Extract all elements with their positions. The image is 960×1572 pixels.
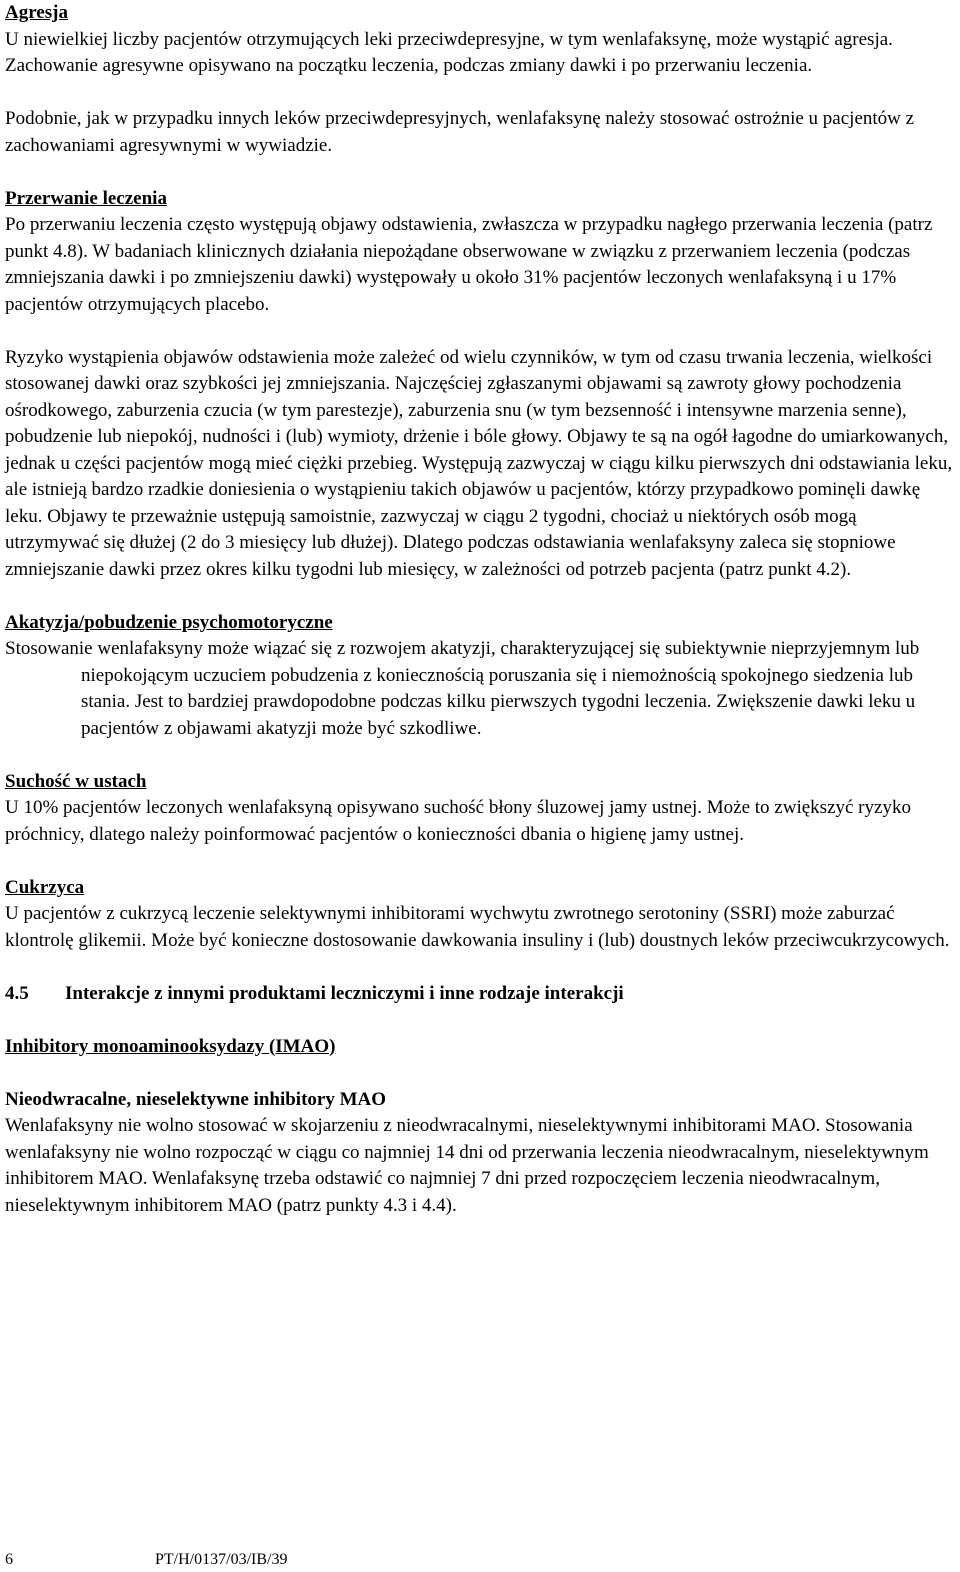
heading-imao: Inhibitory monoaminooksydazy (IMAO) xyxy=(5,1035,336,1057)
section-title: Interakcje z innymi produktami leczniczymi i inne rodzaje interakcji xyxy=(65,982,624,1004)
heading-cukrzyca: Cukrzyca xyxy=(5,876,85,898)
suchosc-paragraph-1: U 10% pacjentów leczonych wenlafaksyną opisywano suchość błony śluzowej jamy ustnej. Może to zwiększyć ryzyko próchnicy, dlatego należy poinformować pacjentów o konieczności dbania o higienę jamy ustnej. xyxy=(5,797,911,845)
document-page xyxy=(5,0,955,1219)
agresja-paragraph-2: Podobnie, jak w przypadku innych leków przeciwdepresyjnych, wenlafaksynę należy stosować ostrożnie u pacjentów z zachowaniami agresywnymi w wywiadzie. xyxy=(5,108,915,156)
cukrzyca-paragraph-1: U pacjentów z cukrzycą leczenie selektywnymi inhibitorami wychwytu zwrotnego serotoniny (SSRI) może zaburzać klontrolę glikemii. Może być konieczne dostosowanie dawkowania insuliny i (lub) doustnych leków przeciwcukrzycowych. xyxy=(5,903,950,951)
document-reference: PT/H/0137/03/IB/39 xyxy=(155,1551,288,1568)
przerwanie-paragraph-2: Ryzyko wystąpienia objawów odstawienia może zależeć od wielu czynników, w tym od czasu trwania leczenia, wielkości stosowanej dawki oraz szybkości jej zmniejszania. Najczęściej zgłaszanymi objawami są zawroty głowy pochodzenia ośrodkowego, zaburzenia czucia (w tym parestezje), zaburzenia snu (w tym bezsenność i intensywne marzenia senne), pobudzenie lub niepokój, nudności i (lub) wymioty, drżenie i bóle głowy. Objawy te są na ogół łagodne do umiarkowanych, jednak u części pacjentów mogą mieć ciężki przebieg. Występują zazwyczaj w ciągu kilku pierwszych dni odstawiania leku, ale istnieją bardzo rzadkie doniesienia o wystąpieniu takich objawów u pacjentów, którzy przypadkowo pominęli dawkę leku. Objawy te przeważnie ustępują samoistnie, zazwyczaj w ciągu 2 tygodni, chociaż u niektórych osób mogą utrzymywać się dłużej (2 do 3 miesięcy lub dłużej). Dlatego podczas odstawiania wenlafaksyny zaleca się stopniowe zmniejszanie dawki przez okres kilku tygodni lub miesięcy, w zależności od potrzeb pacjenta (patrz punkt 4.2). xyxy=(5,346,953,580)
agresja-paragraph-1: U niewielkiej liczby pacjentów otrzymujących leki przeciwdepresyjne, w tym wenlafaksynę, może wystąpić agresja. Zachowanie agresywne opisywano na początku leczenia, podczas zmiany dawki i po przerwaniu leczenia. xyxy=(5,28,893,76)
heading-agresja: Agresja xyxy=(5,2,68,23)
section-number: 4.5 xyxy=(5,982,29,1004)
nieodwracalne-paragraph-1: Wenlafaksyny nie wolno stosować w skojarzeniu z nieodwracalnymi, nieselektywnymi inhibitorami MAO. Stosowania wenlafaksyny nie wolno rozpocząć w ciągu co najmniej 14 dni od przerwania leczenia nieodwracalnym, nieselektywnym inhibitorem MAO. Wenlafaksynę trzeba odstawić co najmniej 7 dni przed rozpoczęciem leczenia nieodwracalnym, nieselektywnym inhibitorem MAO (patrz punkty 4.3 i 4.4). xyxy=(5,1115,929,1216)
section-heading-4-5 xyxy=(5,981,955,1008)
page-number: 6 xyxy=(5,1551,13,1568)
heading-nieodwracalne: Nieodwracalne, nieselektywne inhibitory MAO xyxy=(5,1088,387,1110)
page-footer xyxy=(5,1550,287,1570)
akatyzja-paragraph-1: Stosowanie wenlafaksyny może wiązać się z rozwojem akatyzji, charakteryzującej się subiektywnie nieprzyjemnym lub niepokojącym uczuciem pobudzenia z koniecznością poruszania się i niemożnością spokojnego siedzenia lub stania. Jest to bardziej prawdopodobne podczas kilku pierwszych tygodni leczenia. Zwiększenie dawki leku u pacjentów z objawami akatyzji może być szkodliwe. xyxy=(5,638,920,739)
przerwanie-paragraph-1: Po przerwaniu leczenia często występują objawy odstawienia, zwłaszcza w przypadku nagłego przerwania leczenia (patrz punkt 4.8). W badaniach klinicznych działania niepożądane obserwowane w związku z przerwaniem leczenia (podczas zmniejszania dawki i po zmniejszeniu dawki) występowały u około 31% pacjentów leczonych wenlafaksyną i u 17% pacjentów otrzymujących placebo. xyxy=(5,214,933,315)
heading-akatyzja: Akatyzja/pobudzenie psychomotoryczne xyxy=(5,611,333,633)
heading-suchosc-w-ustach: Suchość w ustach xyxy=(5,770,147,792)
heading-przerwanie-leczenia: Przerwanie leczenia xyxy=(5,187,167,209)
